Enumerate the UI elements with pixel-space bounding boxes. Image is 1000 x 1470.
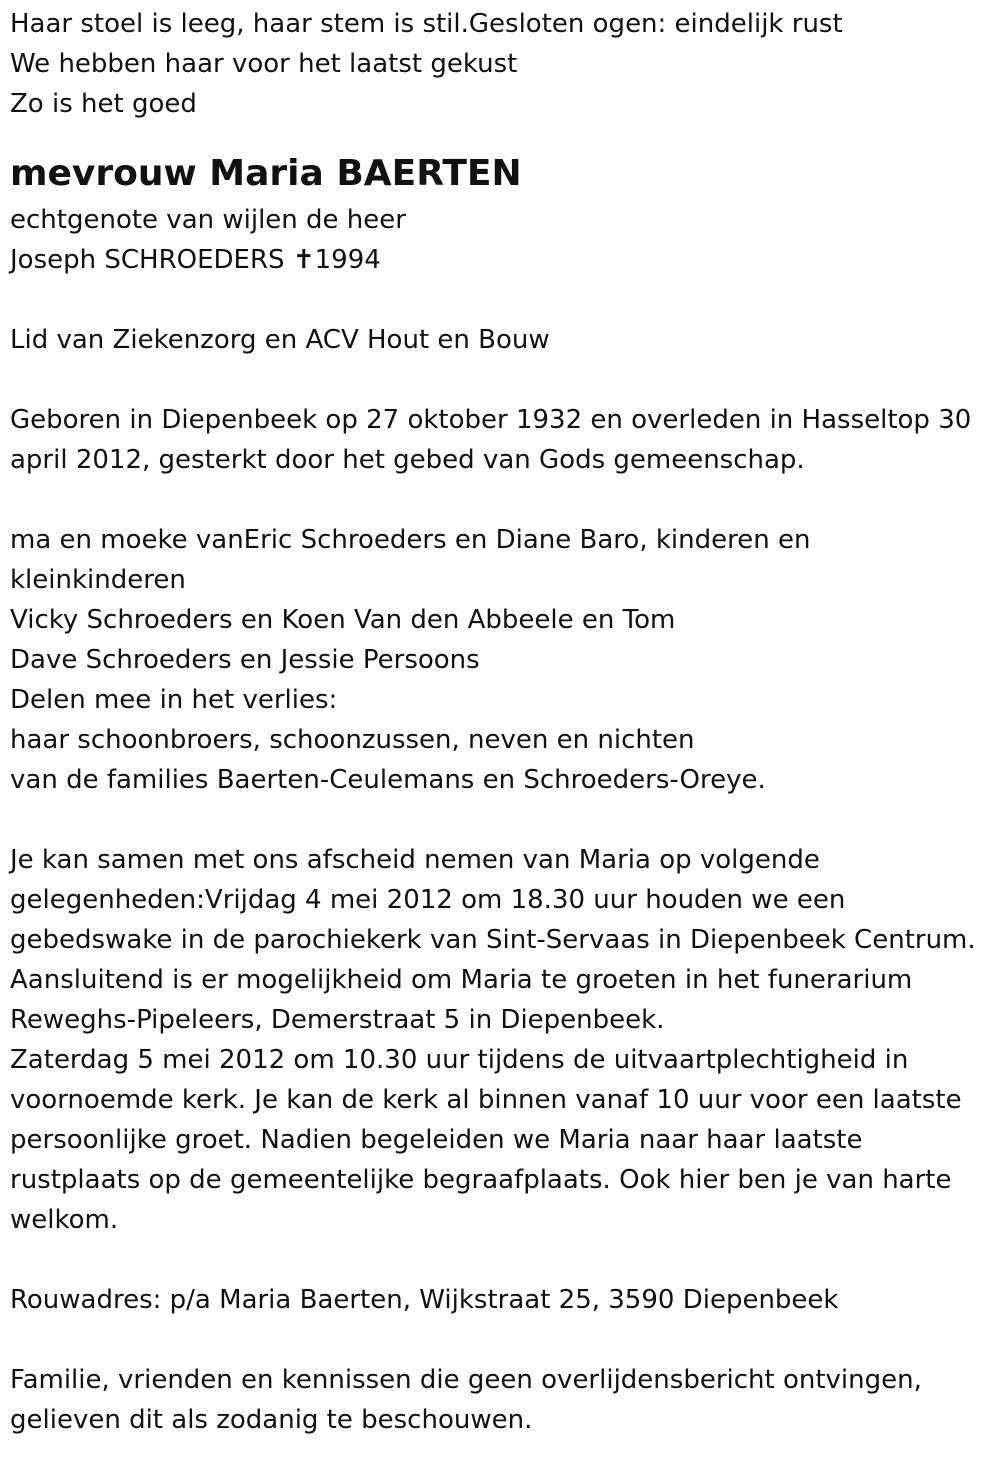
poem-line: Zo is het goed bbox=[10, 89, 197, 119]
paragraph-line: gebedswake in de parochiekerk van Sint-Servaas in Diepenbeek Centrum. bbox=[10, 925, 976, 955]
paragraph-line: kleinkinderen bbox=[10, 565, 186, 595]
paragraph-line: Dave Schroeders en Jessie Persoons bbox=[10, 645, 480, 675]
cross-icon: ✝ bbox=[292, 245, 315, 275]
paragraph-line: ma en moeke vanEric Schroeders en Diane Baro, kinderen en bbox=[10, 525, 811, 555]
obituary-document bbox=[10, 4, 995, 1440]
paragraph-line: Geboren in Diepenbeek op 27 oktober 1932 en overleden in Hasseltop 30 bbox=[10, 405, 972, 435]
paragraph-line: rustplaats op de gemeentelijke begraafplaats. Ook hier ben je van harte bbox=[10, 1165, 952, 1195]
spouse-line: echtgenote van wijlen de heer bbox=[10, 205, 406, 235]
birth-death-paragraph bbox=[10, 400, 995, 480]
paragraph-line: Delen mee in het verlies: bbox=[10, 685, 338, 715]
spouse-name: Joseph SCHROEDERS bbox=[10, 245, 293, 275]
paragraph-line: Aansluitend is er mogelijkheid om Maria te groeten in het funerarium bbox=[10, 965, 913, 995]
paragraph-line: gelegenheden:Vrijdag 4 mei 2012 om 18.30 uur houden we een bbox=[10, 885, 846, 915]
paragraph-line: gelieven dit als zodanig te beschouwen. bbox=[10, 1405, 533, 1435]
ceremony-paragraph bbox=[10, 840, 995, 1240]
spouse-death-year: 1994 bbox=[314, 245, 381, 275]
paragraph-line: Je kan samen met ons afscheid nemen van Maria op volgende bbox=[10, 845, 820, 875]
deceased-name: mevrouw Maria BAERTEN bbox=[10, 153, 522, 194]
paragraph-line: welkom. bbox=[10, 1205, 119, 1235]
poem-line: We hebben haar voor het laatst gekust bbox=[10, 49, 518, 79]
paragraph-line: haar schoonbroers, schoonzussen, neven en nichten bbox=[10, 725, 695, 755]
paragraph-line: Reweghs-Pipeleers, Demerstraat 5 in Diepenbeek. bbox=[10, 1005, 665, 1035]
paragraph-line: Vicky Schroeders en Koen Van den Abbeele en Tom bbox=[10, 605, 676, 635]
closing-paragraph bbox=[10, 1360, 995, 1440]
paragraph-line: voornoemde kerk. Je kan de kerk al binnen vanaf 10 uur voor een laatste bbox=[10, 1085, 962, 1115]
spouse-info bbox=[10, 200, 995, 280]
paragraph-line: persoonlijke groet. Nadien begeleiden we Maria naar haar laatste bbox=[10, 1125, 863, 1155]
paragraph-line: van de families Baerten-Ceulemans en Schroeders-Oreye. bbox=[10, 765, 766, 795]
paragraph-line: Familie, vrienden en kennissen die geen overlijdensbericht ontvingen, bbox=[10, 1365, 922, 1395]
spouse-name-line bbox=[10, 240, 995, 280]
mourning-address: Rouwadres: p/a Maria Baerten, Wijkstraat 25, 3590 Diepenbeek bbox=[10, 1285, 839, 1315]
membership: Lid van Ziekenzorg en ACV Hout en Bouw bbox=[10, 325, 550, 355]
poem-line: Haar stoel is leeg, haar stem is stil.Gesloten ogen: eindelijk rust bbox=[10, 9, 843, 39]
paragraph-line: Zaterdag 5 mei 2012 om 10.30 uur tijdens de uitvaartplechtigheid in bbox=[10, 1045, 909, 1075]
paragraph-line: april 2012, gesterkt door het gebed van Gods gemeenschap. bbox=[10, 445, 805, 475]
poem bbox=[10, 4, 995, 124]
family-paragraph bbox=[10, 520, 995, 800]
